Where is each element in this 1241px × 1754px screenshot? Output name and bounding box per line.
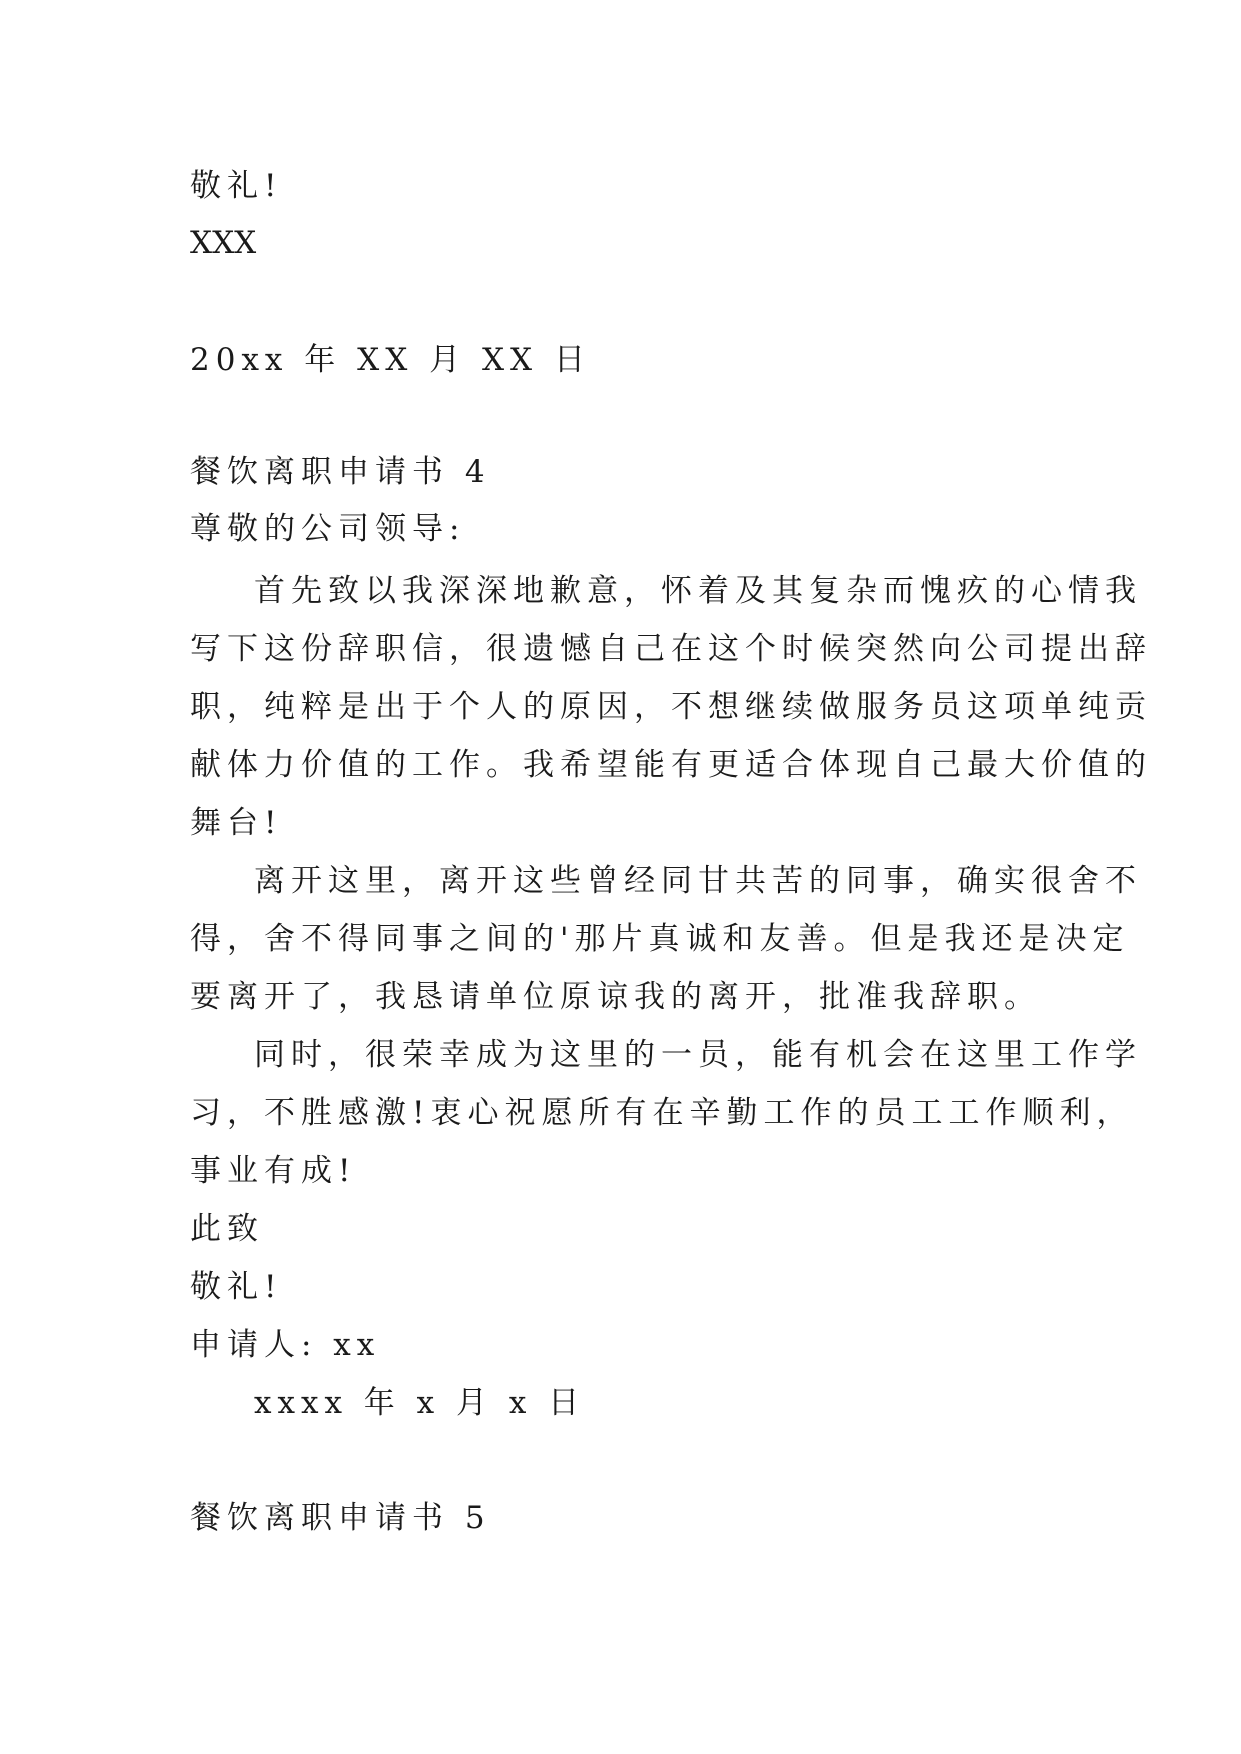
applicant-line: 申请人: xx: [190, 1327, 381, 1363]
paragraph-1-line-3: 职，纯粹是出于个人的原因，不想继续做服务员这项单纯贡: [190, 689, 1152, 725]
section-title-4: 餐饮离职申请书 4: [190, 454, 491, 490]
section-title-5: 餐饮离职申请书 5: [190, 1500, 491, 1536]
salutation: 尊敬的公司领导:: [190, 511, 466, 547]
paragraph-1-line-5: 舞台!: [190, 805, 283, 841]
paragraph-2-line-3: 要离开了，我恳请单位原谅我的离开，批准我辞职。: [190, 979, 1041, 1015]
closing-salute-top: 敬礼!: [190, 168, 283, 204]
closing-line-2: 敬礼!: [190, 1269, 283, 1305]
paragraph-1-line-1: 首先致以我深深地歉意，怀着及其复杂而愧疚的心情我: [254, 573, 1142, 609]
signature-top: XXX: [190, 225, 257, 261]
paragraph-3-line-3: 事业有成!: [190, 1153, 357, 1189]
paragraph-2-line-1: 离开这里，离开这些曾经同甘共苦的同事，确实很舍不: [254, 863, 1142, 899]
date-line: xxxx 年 x 月 x 日: [254, 1385, 586, 1421]
date-top: 20xx 年 XX 月 XX 日: [190, 342, 591, 378]
paragraph-3-line-1: 同时，很荣幸成为这里的一员，能有机会在这里工作学: [254, 1037, 1142, 1073]
paragraph-1-line-4: 献体力价值的工作。我希望能有更适合体现自己最大价值的: [190, 747, 1152, 783]
paragraph-3-line-2: 习，不胜感激!衷心祝愿所有在辛勤工作的员工工作顺利，: [190, 1095, 1134, 1131]
closing-line-1: 此致: [190, 1211, 264, 1247]
paragraph-1-line-2: 写下这份辞职信，很遗憾自己在这个时候突然向公司提出辞: [190, 631, 1152, 667]
paragraph-2-line-2: 得，舍不得同事之间的'那片真诚和友善。但是我还是决定: [190, 921, 1130, 957]
